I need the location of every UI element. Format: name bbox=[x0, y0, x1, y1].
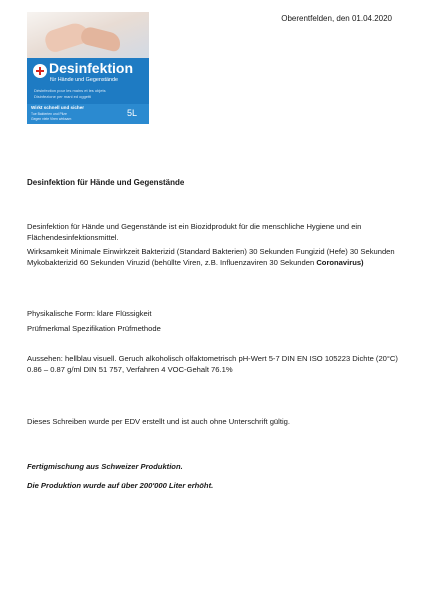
hand-right bbox=[79, 25, 122, 52]
label-bottom-band bbox=[27, 104, 149, 124]
label-italian-line: Disinfezione per mani ed oggetti bbox=[34, 94, 92, 99]
label-claim: Wirkt schnell und sicher bbox=[31, 105, 85, 110]
closing-line-volume: Die Produktion wurde auf über 200'000 Liter erhöht. bbox=[27, 481, 214, 490]
label-title: Desinfektion bbox=[49, 60, 134, 76]
spec-header-line: Prüfmerkmal Spezifikation Prüfmethode bbox=[27, 324, 161, 333]
product-label-image bbox=[27, 12, 149, 124]
place-date-line: Oberentfelden, den 01.04.2020 bbox=[281, 14, 392, 23]
appearance-paragraph: Aussehen: hellblau visuell. Geruch alkoholisch olfaktometrisch pH-Wert 5-7 DIN EN ISO 105223 Dichte (20°C) 0.86 – 0.87 g/ml DIN 51 757, Verfahren 4 VOC-Gehalt 76.1% bbox=[27, 354, 398, 374]
label-french-line: Désinfection pour les mains et les objets bbox=[34, 88, 106, 93]
first-aid-cross-icon bbox=[33, 64, 47, 78]
edv-validity-note: Dieses Schreiben wurde per EDV erstellt und ist auch ohne Unterschrift gültig. bbox=[27, 417, 290, 426]
hands-photo bbox=[27, 12, 149, 64]
efficacy-paragraph bbox=[27, 246, 399, 268]
label-volume: 5L bbox=[127, 108, 138, 118]
label-small-line-1: Tue Bakterien und Pilze bbox=[31, 112, 67, 116]
document-heading: Desinfektion für Hände und Gegenstände bbox=[27, 178, 185, 187]
label-title-band bbox=[27, 58, 149, 104]
intro-paragraph: Desinfektion für Hände und Gegenstände ist ein Biozidprodukt für die menschliche Hygiene und ein Flächendesinfektionsmittel. bbox=[27, 222, 362, 242]
coronavirus-emphasis: Coronavirus) bbox=[316, 258, 364, 267]
efficacy-text: Wirksamkeit Minimale Einwirkzeit Bakterizid (Standard Bakterien) 30 Sekunden Fungizid (Hefe) 30 Sekunden Mykobakterizid 60 Sekunden Viruzid (behüllte Viren, z.B. Influenzaviren 30 Sekunden bbox=[27, 247, 395, 267]
closing-line-production: Fertigmischung aus Schweizer Produktion. bbox=[27, 462, 183, 471]
label-subtitle: für Hände und Gegenstände bbox=[50, 77, 119, 83]
physical-form-line: Physikalische Form: klare Flüssigkeit bbox=[27, 309, 152, 318]
label-small-line-2: Gegen viele Viren wirksam bbox=[31, 117, 72, 121]
